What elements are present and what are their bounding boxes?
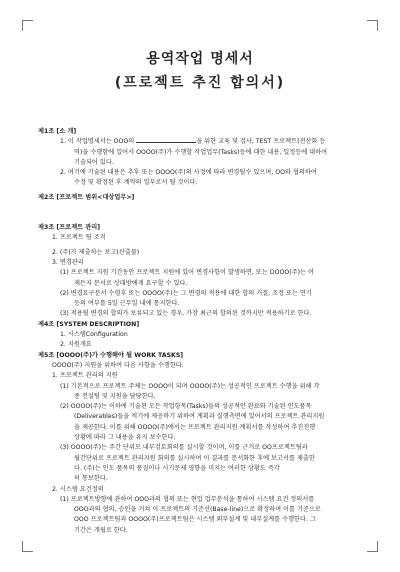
document-title: 용역작업 명세서	[146, 51, 254, 67]
section-5-line: OOOO(주) 지원을 위하여 다음 사항을 수행한다.	[52, 361, 184, 369]
section-5-line: (3) OOOO(주)는 주간 단위로 내부검토회의를 실시할 것이며, 이를 근거로 OO프로젝트팀과	[60, 444, 308, 452]
section-5-line: (Deliverables)들을 적기에 제공하기 위하여 계획과 실행측면에 있어서의 프로젝트 관리지원	[74, 413, 325, 421]
crop-mark-bottom-left	[22, 541, 33, 552]
section-1-line: 수정 및 확정된 후 계약의 일부로서 될 것이다.	[74, 179, 198, 187]
section-1-heading: 제1조 [소 개]	[38, 128, 77, 135]
section-5-line: OOO과의 협의, 승인을 거쳐 이 프로젝트의 기준선(Base-line)으로 확정하며 이를 기준으로	[74, 506, 321, 514]
crop-mark-top-right	[367, 20, 378, 31]
section-1-text-a: 1. 이 작업명세서는 OOO의	[60, 138, 135, 146]
section-5-line: (1) 기본적으로 프로젝트 주체는 OOOO이 되며 OOOO(주)는 성공적인 프로젝트 수행을 위해 각	[60, 382, 320, 390]
section-5-line: 을 제공한다. 이를 위해 OOOO(주)에서는 프로젝트 관리지원 계획서를 작성하여 추진진행	[74, 423, 316, 431]
document-body	[38, 127, 368, 536]
section-5-line: 종 컨설팅 및 지원을 담당한다.	[74, 392, 156, 400]
section-1-line	[38, 137, 368, 147]
section-3-line: (2) 변경요구문서 수령후 또는 OOOO(주)는 그 변경의 적용에 대한 합의 거절, 조정 또는 연기	[60, 289, 312, 297]
section-3-line: 제든지 문서로 상대방에게 요구할 수 있다.	[74, 279, 188, 287]
section-4-heading: 제4조 [SYSTEM DESCRIPTION]	[38, 320, 140, 328]
section-1-line: 역)을 수행함에 있어서 OOOO(주)가 수행할 작업업무(Tasks)등에 대한 내용, 일정등에 대하여	[74, 148, 328, 156]
section-1-line: 기술되어 있다.	[74, 158, 114, 166]
section-3-line: (3) 적용될 변경의 합의가 보류되고 있는 경우, 가장 최근의 합의된 것까지만 적용하기로 한다.	[60, 310, 312, 318]
section-3-heading: 제3조 [프로젝트 관리]	[38, 224, 101, 232]
section-5-line: OOO 프로젝트팀과 OOOO(주)프로젝트팀은 시스템 외부설계 및 내부설계를 수행한다. 그	[74, 516, 316, 524]
crop-mark-top-left	[22, 20, 33, 31]
section-5-heading: 제5조 [OOOO(주)가 수행해야 될 WORK TASKS]	[38, 351, 184, 359]
fill-in-blank	[136, 137, 196, 143]
section-1-line: 2. 여기에 기술된 내용은 추후 또는 OOOO(주)의 사정에 따라 변경될수 있으며, OO와 협의하여	[60, 169, 317, 177]
crop-mark-bottom-right	[367, 541, 378, 552]
section-1-text-b: 을 위한 교육 및 검사, TEST 프로젝트(전산화 등	[196, 138, 326, 146]
section-5-line: (1) 프로젝트방향에 관하여 OOO과의 협의 또는 현업 업무분석을 통하여 시스템 요건 정의서를	[60, 495, 315, 503]
section-4-line: 2. 지원개요	[60, 341, 92, 349]
section-5-line: 1. 프로젝트 관리의 지원	[52, 372, 118, 380]
section-3-line: 2. (주)가 제출하는 보고(산출물)	[52, 248, 140, 256]
section-5-line: (2) OOOO(주)는 이하에 기술된 모든 작업항목(Tasks)들의 성공적인 완료와 기술된 인도품목	[60, 403, 312, 411]
section-5-line: 월간단위로 프로젝트 관리지원 회의를 실시하여 이 결과를 문서화한 후에 보고서를 제출한	[74, 454, 315, 462]
section-5-line: 2. 시스템 요건정의	[52, 485, 104, 493]
section-4-line: 1. 시스템Configuration	[60, 331, 128, 339]
section-5-line: 다. (주)는 인도 품목의 품질이나 시기문제 영향을 미치는 여러한 상황도 즉각	[74, 464, 280, 472]
section-3-line: 1. 프로젝트 팀 조직	[52, 234, 106, 242]
section-5-line: 기간은 개월로 한다.	[74, 526, 128, 534]
section-3-line: 등의 여부를 5일 근무일 내에 통지한다.	[74, 300, 180, 308]
section-3-line: 3. 변경관리	[52, 258, 84, 266]
section-5-line: 히 통보한다.	[74, 475, 108, 483]
section-2-heading: 제2조 [프로젝트 범위<대상업무>]	[38, 193, 135, 201]
section-3-line: (1) 프로젝트 지원 기간동안 프로젝트 지원에 있어 변경사항이 발생하면, 또는 OOOO(주)는 어	[60, 269, 314, 277]
document-subtitle: (프로젝트 추진 합의서)	[114, 75, 286, 91]
section-5-line: 상황에 따라 그 내용을 유지 보수한다.	[74, 434, 176, 442]
